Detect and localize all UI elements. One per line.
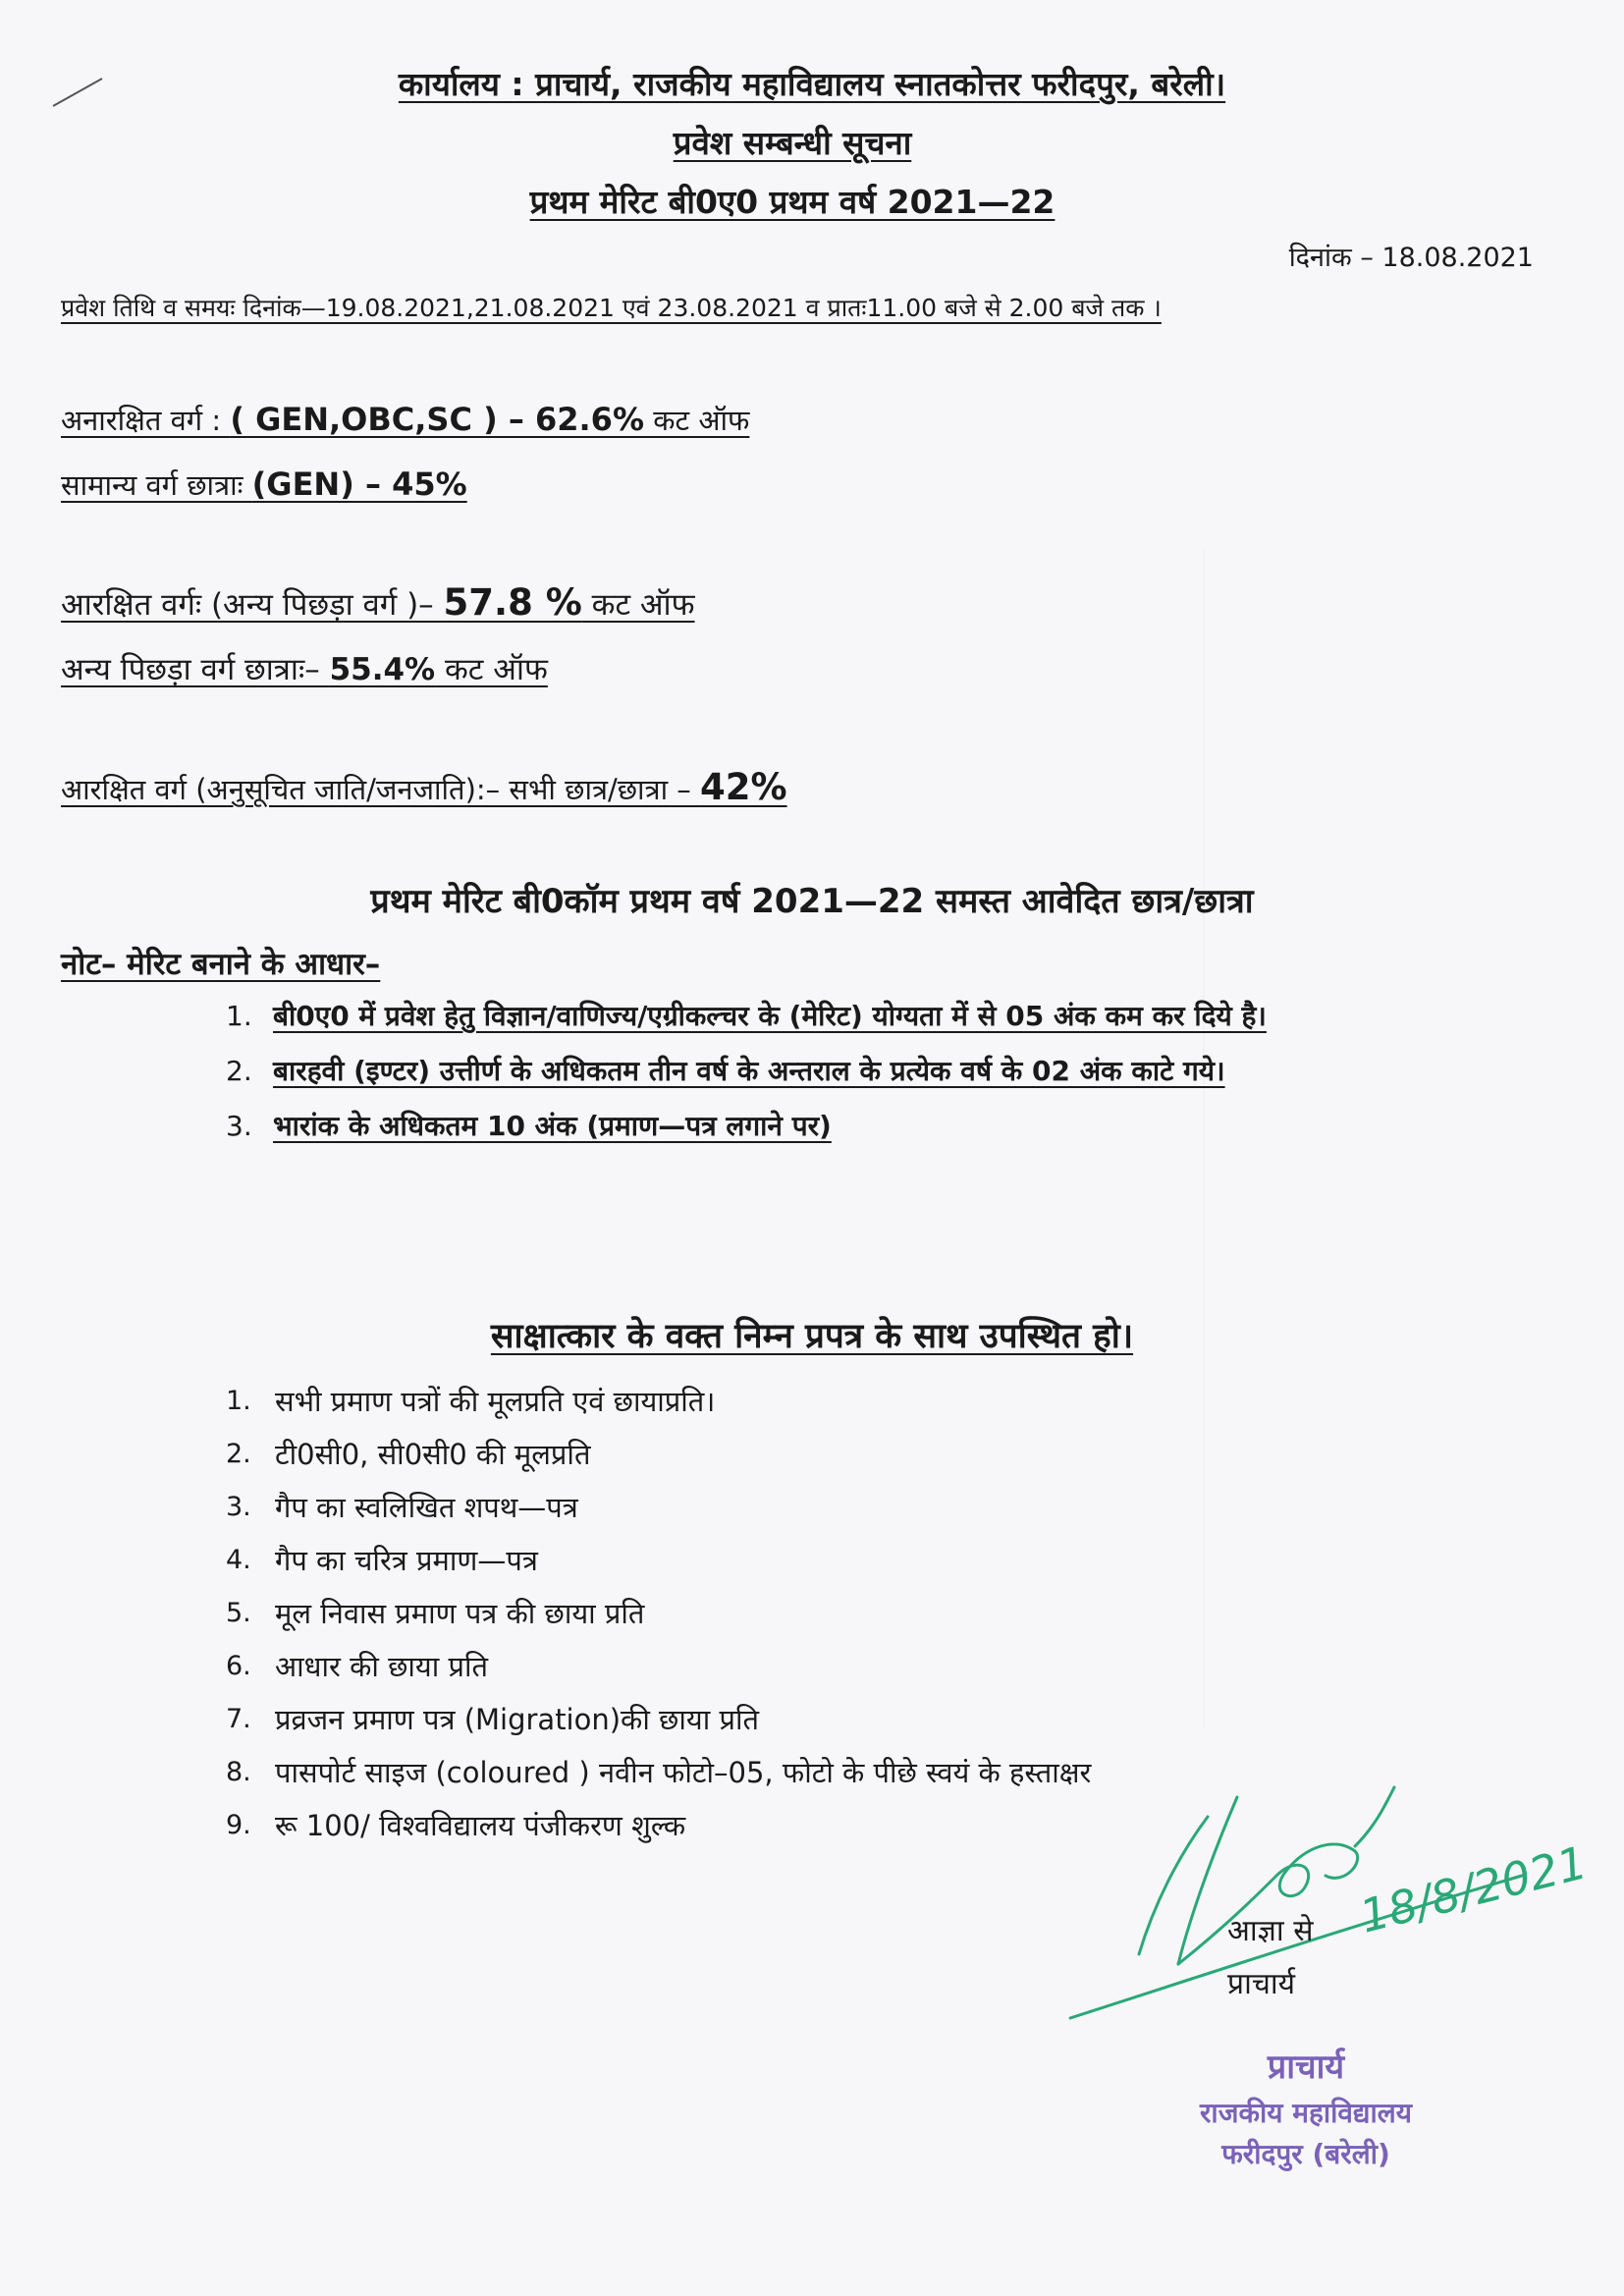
cutoff-sc-st [61,766,787,808]
list-item [226,1481,1091,1534]
list-number: 6. [226,1651,251,1681]
notice-title: प्रवेश सम्बन्धी सूचना [673,124,912,162]
list-item [226,990,1532,1043]
bcom-merit-heading: प्रथम मेरिट बी0कॉम प्रथम वर्ष 2021—22 समस्त आवेदित छात्र/छात्रा [370,882,1254,921]
signature-stroke [1139,1817,1208,1954]
list-text: टी0सी0, सी0सी0 की मूलप्रति [275,1438,591,1471]
required-documents-list [226,1375,1091,1852]
cutoff-general-girls-value: (GEN) – 45% [251,465,467,503]
list-item [226,1746,1091,1799]
list-text: बी0ए0 में प्रवेश हेतु विज्ञान/वाणिज्य/एग्रीकल्चर के (मेरिट) योग्यता में से 05 अंक कम कर दिये है। [273,1000,1267,1032]
cutoff-unreserved-label: अनारक्षित वर्ग : [61,404,231,437]
cutoff-obc [61,581,695,625]
admission-date-time: प्रवेश तिथि व समयः दिनांक—19.08.2021,21.08.2021 एवं 23.08.2021 व प्रातः11.00 बजे से 2.00 बजे तक । [61,294,1162,322]
list-item [226,1100,1532,1153]
list-text: सभी प्रमाण पत्रों की मूलप्रति एवं छायाप्रति। [275,1385,716,1418]
list-item [226,1587,1091,1640]
merit-basis-note: नोट– मेरिट बनाने के आधार– [61,947,381,982]
list-number: 3. [226,1110,252,1142]
cutoff-general-girls [61,465,467,504]
list-text: गैप का स्वलिखित शपथ—पत्र [275,1491,578,1524]
list-text: प्रव्रजन प्रमाण पत्र (Migration)की छाया प्रति [275,1703,759,1736]
list-text: बारहवी (इण्टर) उत्तीर्ण के अधिकतम तीन वर्ष के अन्तराल के प्रत्येक वर्ष के 02 अंक काटे गये। [273,1055,1225,1087]
list-text: पासपोर्ट साइज (coloured ) नवीन फोटो–05, फोटो के पीछे स्वयं के हस्ताक्षर [275,1756,1092,1789]
cutoff-obc-suffix: कट ऑफ [581,587,695,623]
merit-title: प्रथम मेरिट बी0ए0 प्रथम वर्ष 2021—22 [529,183,1056,221]
list-number: 3. [226,1492,251,1522]
cutoff-obc-girls [61,648,548,689]
cutoff-general-girls-label: सामान्य वर्ग छात्राः [61,468,252,502]
merit-basis-list [226,990,1532,1155]
list-item [226,1045,1532,1098]
cutoff-sc-st-value: 42% [700,766,787,808]
stamp-location: फरीदपुर (बरेली) [1221,2138,1390,2170]
list-item [226,1640,1091,1693]
list-text: आधार की छाया प्रति [275,1650,488,1683]
list-item [226,1375,1091,1428]
stamp-title: प्राचार्य [1267,2048,1345,2087]
cutoff-sc-st-label: आरक्षित वर्ग (अनुसूचित जाति/जनजाति):– सभी छात्र/छात्रा – [61,773,701,806]
list-number: 4. [226,1545,251,1575]
signature-stroke [1355,1787,1394,1846]
list-number: 2. [226,1055,252,1087]
cutoff-obc-girls-label: अन्य पिछड़ा वर्ग छात्राः– [61,652,330,687]
handwritten-date: 18/8/2021 [1354,1835,1593,1943]
list-number: 2. [226,1439,251,1469]
principal-stamp [1129,2043,1483,2172]
notice-date: दिनांक – 18.08.2021 [1288,243,1534,273]
list-text: मूल निवास प्रमाण पत्र की छाया प्रति [275,1597,645,1630]
cutoff-obc-value: 57.8 % [443,581,582,624]
handwritten-signature [1060,1777,1624,2033]
list-number: 1. [226,1000,252,1032]
interview-heading: साक्षात्कार के वक्त निम्न प्रपत्र के साथ उपस्थित हो। [490,1317,1134,1356]
list-item [226,1693,1091,1746]
cutoff-obc-girls-suffix: कट ऑफ [435,652,548,687]
stamp-college: राजकीय महाविद्यालय [1199,2097,1413,2129]
order-by-label: आज्ञा से [1227,1914,1314,1948]
list-item [226,1799,1091,1852]
office-heading: कार्यालय : प्राचार्य, राजकीय महाविद्यालय स्नातकोत्तर फरीदपुर, बरेली। [398,65,1226,103]
cutoff-obc-label: आरक्षित वर्गः (अन्य पिछड़ा वर्ग )– [61,587,444,623]
cutoff-obc-girls-value: 55.4% [329,652,436,687]
list-text: भारांक के अधिकतम 10 अंक (प्रमाण—पत्र लगाने पर) [273,1110,832,1142]
cutoff-unreserved [61,401,749,439]
list-text: गैप का चरित्र प्रमाण—पत्र [275,1544,538,1577]
list-number: 5. [226,1598,251,1628]
list-number: 1. [226,1386,251,1416]
list-number: 7. [226,1704,251,1734]
list-text: रू 100/ विश्वविद्यालय पंजीकरण शुल्क [275,1809,686,1842]
list-number: 8. [226,1757,251,1787]
list-item [226,1534,1091,1587]
cutoff-unreserved-value: ( GEN,OBC,SC ) – 62.6% [230,401,644,438]
principal-label: प्राचार्य [1227,1967,1296,2001]
list-item [226,1428,1091,1481]
cutoff-unreserved-suffix: कट ऑफ [644,404,750,437]
list-number: 9. [226,1810,251,1840]
